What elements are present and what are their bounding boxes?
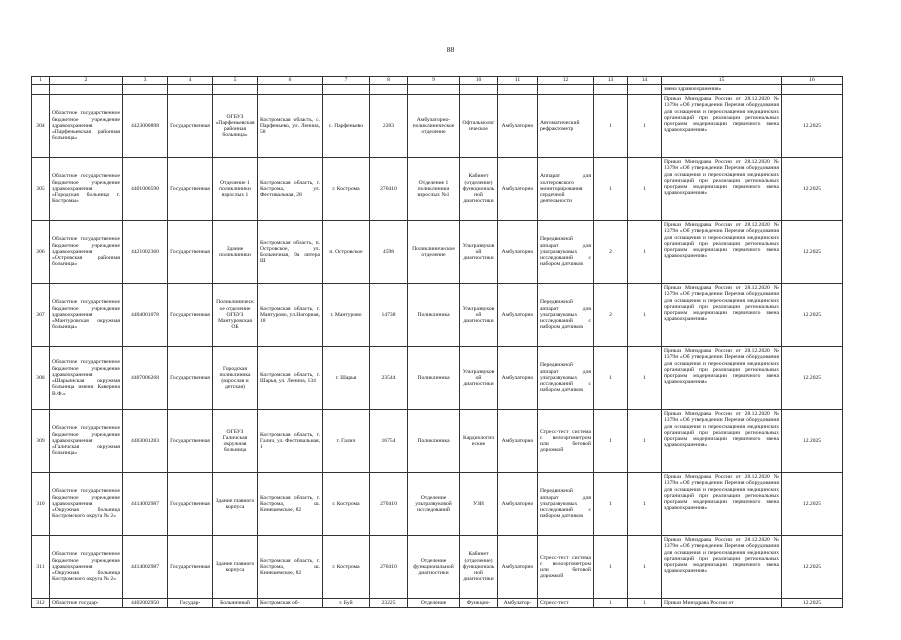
ownership-form: Государственная [168, 158, 213, 221]
department-unit: Поликлиника [408, 347, 460, 410]
continuation-row [32, 85, 843, 95]
room-type: Кабинет (отделение) функциональной диагностики [460, 158, 498, 221]
table-row [32, 284, 843, 347]
room-type: Офтальмологическое [460, 95, 498, 158]
column-number: 10 [460, 77, 498, 85]
organization-name: Областное государственное бюджетное учреждение здравоохранения «Галичская окружная больница» [50, 410, 123, 473]
column-number: 3 [123, 77, 168, 85]
organization-name: Областное государственное бюджетное учреждение здравоохранения «Мантуровская окружная больница» [50, 284, 123, 347]
ownership-form: Государственная [168, 473, 213, 536]
quantity-planned: 1 [628, 410, 662, 473]
empty-cell [32, 85, 50, 95]
quantity-planned: 1 [628, 347, 662, 410]
organization-name: Областное государственное бюджетное учреждение здравоохранения «Шарьинская окружная больница имени Каверина В.Ф.» [50, 347, 123, 410]
empty-cell [538, 85, 594, 95]
care-form: Амбулаторно [498, 158, 538, 221]
regulation-reference: Приказ Минздрава России от 28.12.2020 № 1379н «Об утверждении Перечня оборудования для оснащения и переоснащения медицинских организаций при реализации региональных программ модернизации первичного звена здравоохранения» [662, 410, 782, 473]
care-form: Амбулатор- [498, 599, 538, 608]
organization-name: Областное государственное бюджетное учреждение здравоохранения «Островская районная больница» [50, 221, 123, 284]
population: 23225 [370, 599, 408, 608]
building-name: Отделение 1 поликлиники взрослых 1 [213, 158, 258, 221]
address: Костромская область, г. Галич, ул. Фестивальная, 1 [258, 410, 323, 473]
equipment-name: Стресс-тест система с велоэргометром или беговой дорожкой [538, 536, 594, 599]
locality: г. Буй [323, 599, 370, 608]
inn-code: 4403001283 [123, 410, 168, 473]
regulation-reference: Приказ Минздрава России от 28.12.2020 № 1379н «Об утверждении Перечня оборудования для оснащения и переоснащения медицинских организаций при реализации региональных программ модернизации первичного звена здравоохранения» [662, 95, 782, 158]
deadline-date: 12.2025 [782, 221, 843, 284]
deadline-date: 12.2025 [782, 599, 843, 608]
row-number: 310 [32, 473, 50, 536]
column-number: 8 [370, 77, 408, 85]
column-number: 2 [50, 77, 123, 85]
row-number: 306 [32, 221, 50, 284]
care-form: Амбулаторно [498, 536, 538, 599]
address: Костромская область, с. Парфеньево, ул. Ленина, 58 [258, 95, 323, 158]
column-number: 14 [628, 77, 662, 85]
department-unit: Поликлиническое отделение [408, 221, 460, 284]
population: 270410 [370, 158, 408, 221]
quantity-required: 1 [594, 158, 628, 221]
building-name: Поликлиническое отделение ОГБУЗ Мантуровская ОБ [213, 284, 258, 347]
ownership-form: Государственная [168, 536, 213, 599]
page-number: 88 [446, 45, 455, 54]
column-number: 5 [213, 77, 258, 85]
department-unit: Отделение [408, 599, 460, 608]
empty-cell [123, 85, 168, 95]
equipment-name: Автоматический рефрактометр [538, 95, 594, 158]
column-number: 12 [538, 77, 594, 85]
empty-cell [258, 85, 323, 95]
population: 4598 [370, 221, 408, 284]
quantity-required: 1 [594, 473, 628, 536]
building-name: Больничный [213, 599, 258, 608]
quantity-planned: 1 [628, 473, 662, 536]
care-form: Амбулаторно [498, 221, 538, 284]
building-name: Здание поликлиники [213, 221, 258, 284]
deadline-date: 12.2025 [782, 536, 843, 599]
empty-cell [498, 85, 538, 95]
deadline-date: 12.2025 [782, 347, 843, 410]
empty-cell [323, 85, 370, 95]
quantity-required: 1 [594, 536, 628, 599]
address: Костромская область, г. Кострома, ул. Фестивальная, 28 [258, 158, 323, 221]
table-row [32, 410, 843, 473]
empty-cell [168, 85, 213, 95]
regulation-reference: Приказ Минздрава России от 28.12.2020 № 1379н «Об утверждении Перечня оборудования для оснащения и переоснащения медицинских организаций при реализации региональных программ модернизации первичного звена здравоохранения» [662, 221, 782, 284]
locality: г. Кострома [323, 536, 370, 599]
building-name: Городская поликлиника (взрослая и детская) [213, 347, 258, 410]
header-row [32, 77, 843, 85]
quantity-required: 2 [594, 284, 628, 347]
equipment-name: Аппарат для холтеровского мониторирования сердечной деятельности [538, 158, 594, 221]
inn-code: 4414002987 [123, 536, 168, 599]
deadline-date: 12.2025 [782, 473, 843, 536]
building-name: ОГБУЗ «Парфеньевская районная больница» [213, 95, 258, 158]
inn-code: 4404001078 [123, 284, 168, 347]
equipment-name: Передвижной аппарат для ультразвуковых исследований с набором датчиков [538, 221, 594, 284]
room-type: Кардиологические [460, 410, 498, 473]
population: 270410 [370, 473, 408, 536]
table-row [32, 536, 843, 599]
room-type: Ультразвуковой диагностики [460, 284, 498, 347]
row-number: 309 [32, 410, 50, 473]
organization-name: Областное государ- [50, 599, 123, 608]
room-type: Функцио- [460, 599, 498, 608]
department-unit: Отделение функциональной диагностики [408, 536, 460, 599]
department-unit: Отделение ультразвуковой исследований [408, 473, 460, 536]
population: 270410 [370, 536, 408, 599]
locality: п. Островское [323, 221, 370, 284]
regulation-reference: Приказ Минздрава России от 28.12.2020 № 1379н «Об утверждении Перечня оборудования для оснащения и переоснащения медицинских организаций при реализации региональных программ модернизации первичного звена здравоохранения» [662, 347, 782, 410]
address: Костромская область, г. Шарья, ул. Ленина, 134 [258, 347, 323, 410]
organization-name: Областное государственное бюджетное учреждение здравоохранения «Окружная больница Костромского округа № 2» [50, 536, 123, 599]
ownership-form: Государственная [168, 410, 213, 473]
inn-code: 4423000898 [123, 95, 168, 158]
table-row [32, 599, 843, 608]
locality: г. Кострома [323, 158, 370, 221]
quantity-planned: 1 [628, 221, 662, 284]
row-number: 311 [32, 536, 50, 599]
column-number: 16 [782, 77, 843, 85]
column-number: 13 [594, 77, 628, 85]
room-type: УЗИ [460, 473, 498, 536]
deadline-date: 12.2025 [782, 95, 843, 158]
quantity-required: 1 [594, 95, 628, 158]
quantity-required: 1 [594, 599, 628, 608]
population: 2203 [370, 95, 408, 158]
locality: г. Шарья [323, 347, 370, 410]
ownership-form: Государственная [168, 221, 213, 284]
continuation-text: звена здравоохранения» [662, 85, 782, 95]
equipment-name: Стресс-тест [538, 599, 594, 608]
row-number: 305 [32, 158, 50, 221]
ownership-form: Государственная [168, 95, 213, 158]
quantity-required: 1 [594, 347, 628, 410]
regulation-reference: Приказ Минздрава России от 28.12.2020 № 1379н «Об утверждении Перечня оборудования для оснащения и переоснащения медицинских организаций при реализации региональных программ модернизации первичного звена здравоохранения» [662, 473, 782, 536]
regulation-reference: Приказ Минздрава России от [662, 599, 782, 608]
building-name: ОГБУЗ Галичская окружная больница [213, 410, 258, 473]
quantity-required: 2 [594, 221, 628, 284]
quantity-planned: 1 [628, 599, 662, 608]
equipment-name: Стресс-тест система с велоэргометром или беговой дорожкой [538, 410, 594, 473]
regulation-reference: Приказ Минздрава России от 28.12.2020 № 1379н «Об утверждении Перечня оборудования для оснащения и переоснащения медицинских организаций при реализации региональных программ модернизации первичного звена здравоохранения» [662, 284, 782, 347]
care-form: Амбулаторно [498, 410, 538, 473]
table-row [32, 347, 843, 410]
locality: г. Мантурово [323, 284, 370, 347]
quantity-planned: 1 [628, 95, 662, 158]
equipment-name: Передвижной аппарат для ультразвуковых исследований с набором датчиков [538, 347, 594, 410]
deadline-date: 12.2025 [782, 284, 843, 347]
care-form: Амбулаторно [498, 95, 538, 158]
table-row [32, 158, 843, 221]
quantity-planned: 1 [628, 158, 662, 221]
department-unit: Поликлиника [408, 410, 460, 473]
population: 14738 [370, 284, 408, 347]
department-unit: Поликлиника [408, 284, 460, 347]
column-number: 9 [408, 77, 460, 85]
equipment-register-table [31, 76, 843, 608]
column-number: 7 [323, 77, 370, 85]
column-number: 1 [32, 77, 50, 85]
equipment-name: Передвижной аппарат для ультразвуковых исследований с набором датчиков [538, 473, 594, 536]
department-unit: Амбулаторно-поликлиническое отделение [408, 95, 460, 158]
room-type: Ультразвуковой диагностики [460, 347, 498, 410]
organization-name: Областное государственное бюджетное учреждение здравоохранения «Городская больница г. Костромы» [50, 158, 123, 221]
empty-cell [460, 85, 498, 95]
building-name: Здание главного корпуса [213, 536, 258, 599]
empty-cell [408, 85, 460, 95]
locality: с. Парфеньево [323, 95, 370, 158]
empty-cell [782, 85, 843, 95]
empty-cell [628, 85, 662, 95]
care-form: Амбулаторно [498, 284, 538, 347]
room-type: Ультразвуковой диагностики [460, 221, 498, 284]
table-row [32, 221, 843, 284]
building-name: Здание главного корпуса [213, 473, 258, 536]
regulation-reference: Приказ Минздрава России от 28.12.2020 № 1379н «Об утверждении Перечня оборудования для оснащения и переоснащения медицинских организаций при реализации региональных программ модернизации первичного звена здравоохранения» [662, 158, 782, 221]
empty-cell [594, 85, 628, 95]
quantity-required: 1 [594, 410, 628, 473]
inn-code: 4407006268 [123, 347, 168, 410]
column-number: 6 [258, 77, 323, 85]
population: 23544 [370, 347, 408, 410]
column-number: 4 [168, 77, 213, 85]
inn-code: 4402002950 [123, 599, 168, 608]
inn-code: 4401006590 [123, 158, 168, 221]
organization-name: Областное государственное бюджетное учреждение здравоохранения «Окружная больница Костромского округа № 2» [50, 473, 123, 536]
quantity-planned: 1 [628, 284, 662, 347]
organization-name: Областное государственное бюджетное учреждение здравоохранения «Парфеньевская районная больница» [50, 95, 123, 158]
department-unit: Отделение 1 поликлиники взрослых №1 [408, 158, 460, 221]
address: Костромская область, г. Кострома, ш. Кинешемское, 82 [258, 536, 323, 599]
row-number: 307 [32, 284, 50, 347]
locality: г. Кострома [323, 473, 370, 536]
table-row [32, 95, 843, 158]
empty-cell [213, 85, 258, 95]
empty-cell [50, 85, 123, 95]
row-number: 312 [32, 599, 50, 608]
room-type: Кабинет (отделение) функциональной диагностики [460, 536, 498, 599]
address: Костромская область, г. Мантурово, ул.Нагорная, 18 [258, 284, 323, 347]
address: Костромская область, п. Островское, ул. Больничная, 9а литера Ш [258, 221, 323, 284]
care-form: Амбулаторно [498, 347, 538, 410]
care-form: Амбулаторно [498, 473, 538, 536]
deadline-date: 12.2025 [782, 158, 843, 221]
column-number: 11 [498, 77, 538, 85]
row-number: 304 [32, 95, 50, 158]
row-number: 308 [32, 347, 50, 410]
equipment-name: Передвижной аппарат для ультразвуковых исследований с набором датчиков [538, 284, 594, 347]
address: Костромская об- [258, 599, 323, 608]
regulation-reference: Приказ Минздрава России от 28.12.2020 № 1379н «Об утверждении Перечня оборудования для оснащения и переоснащения медицинских организаций при реализации региональных программ модернизации первичного звена здравоохранения» [662, 536, 782, 599]
inn-code: 4414002987 [123, 473, 168, 536]
table-row [32, 473, 843, 536]
inn-code: 4421002360 [123, 221, 168, 284]
address: Костромская область, г. Кострома, ш. Кинешемское, 82 [258, 473, 323, 536]
locality: г. Галич [323, 410, 370, 473]
ownership-form: Государ- [168, 599, 213, 608]
deadline-date: 12.2025 [782, 410, 843, 473]
ownership-form: Государственная [168, 284, 213, 347]
quantity-planned: 1 [628, 536, 662, 599]
ownership-form: Государственная [168, 347, 213, 410]
column-number: 15 [662, 77, 782, 85]
population: 16754 [370, 410, 408, 473]
empty-cell [370, 85, 408, 95]
